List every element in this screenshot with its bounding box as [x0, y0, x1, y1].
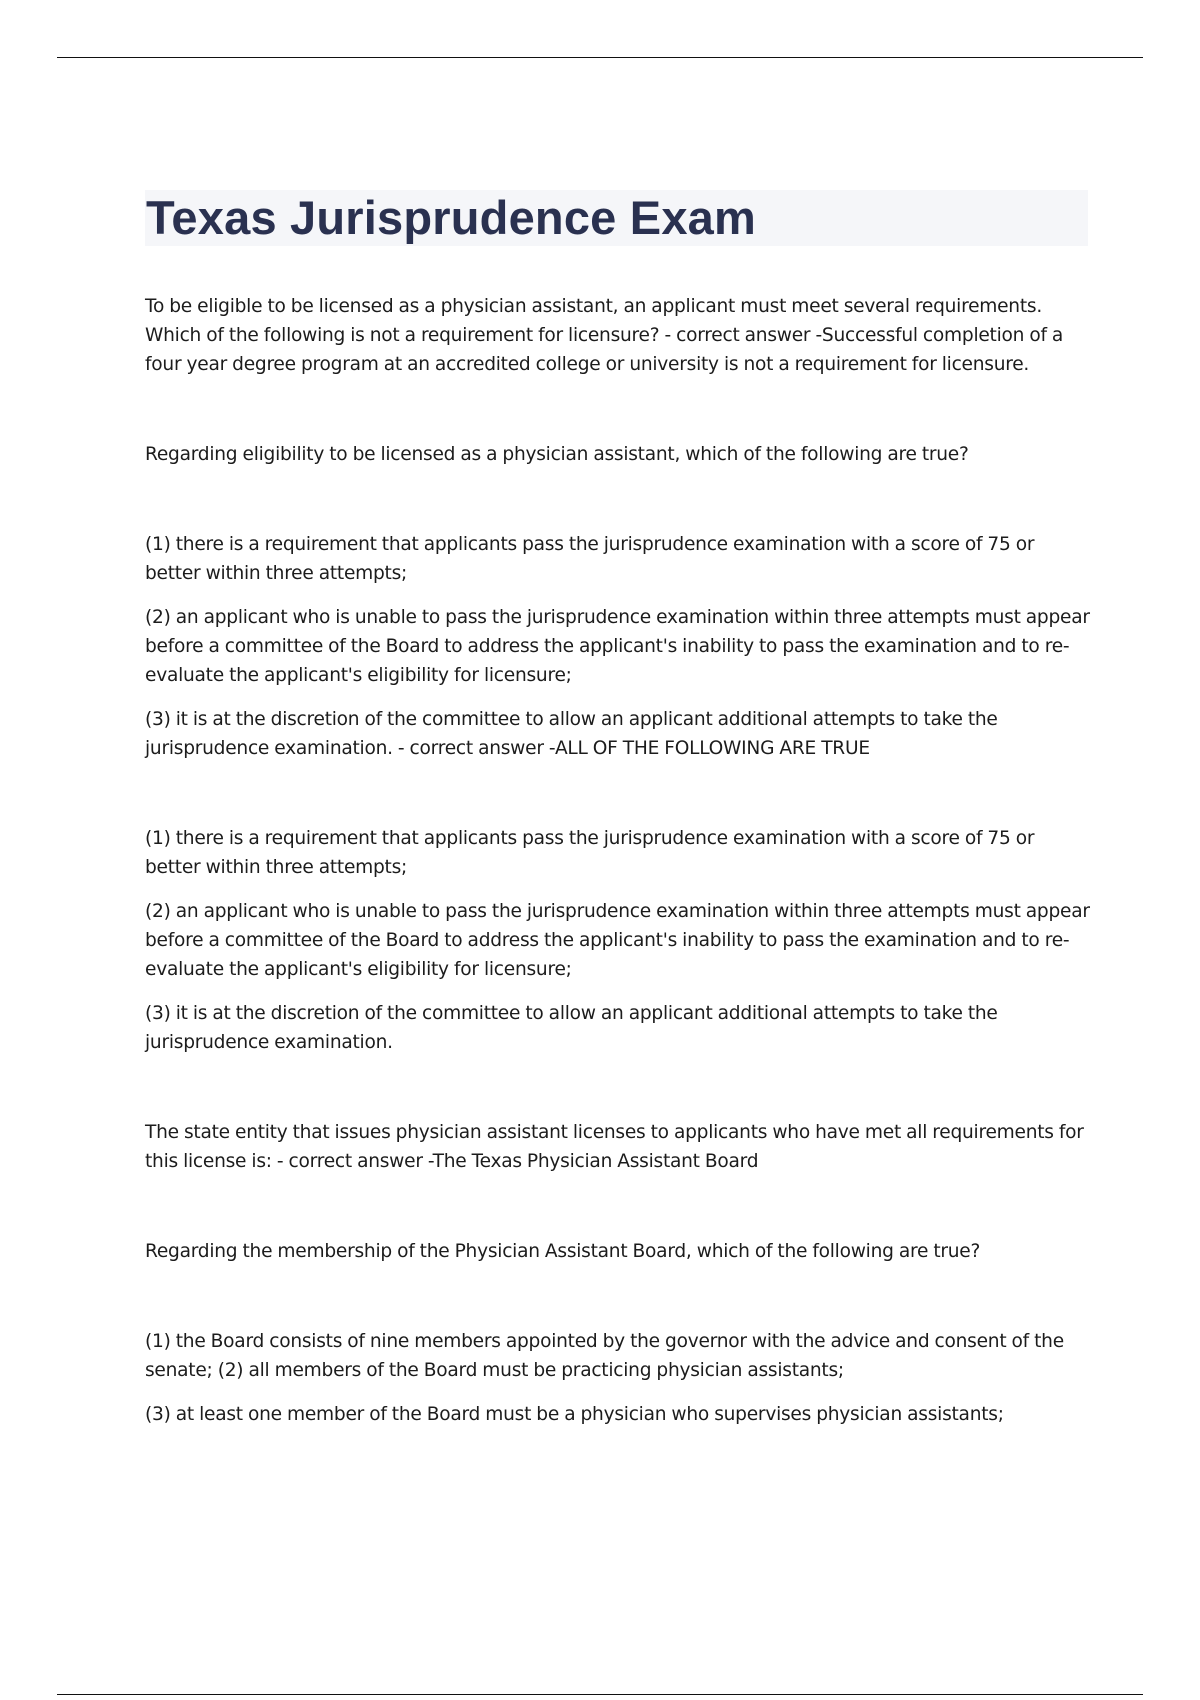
top-rule [57, 57, 1143, 58]
statement-paragraph: (1) the Board consists of nine members appointed by the governor with the advice and consent of the senate; (2) all members of the Board must be practicing physician assistants; [145, 1331, 1064, 1381]
statement-paragraph: (2) an applicant who is unable to pass the jurisprudence examination within three attempts must appear before a committee of the Board to address the applicant's inability to pass the examination and to re-evaluate the applicant's eligibility for licensure; [145, 901, 1090, 980]
document-title: Texas Jurisprudence Exam [146, 191, 756, 244]
statement-paragraph: (3) at least one member of the Board must be a physician who supervises physician assistants; [145, 1404, 1004, 1425]
question-paragraph: To be eligible to be licensed as a physician assistant, an applicant must meet several requirements. Which of the following is not a requirement for licensure? - correct answer -Successful completion of a four year degree program at an accredited college or university is not a requirement for licensure. [145, 296, 1064, 375]
document-body [145, 292, 1090, 1429]
question-paragraph: Regarding the membership of the Physician Assistant Board, which of the following are true? [145, 1241, 981, 1262]
question-paragraph: Regarding eligibility to be licensed as a physician assistant, which of the following are true? [145, 444, 969, 465]
statement-paragraph: (3) it is at the discretion of the committee to allow an applicant additional attempts to take the jurisprudence examination. - correct answer -ALL OF THE FOLLOWING ARE TRUE [145, 709, 998, 759]
bottom-rule [57, 1694, 1143, 1695]
statement-paragraph: (1) there is a requirement that applicants pass the jurisprudence examination with a score of 75 or better within three attempts; [145, 534, 1035, 584]
statement-paragraph: (1) there is a requirement that applicants pass the jurisprudence examination with a score of 75 or better within three attempts; [145, 828, 1035, 878]
statement-paragraph: (3) it is at the discretion of the committee to allow an applicant additional attempts to take the jurisprudence examination. [145, 1003, 998, 1053]
statement-paragraph: (2) an applicant who is unable to pass the jurisprudence examination within three attempts must appear before a committee of the Board to address the applicant's inability to pass the examination and to re-evaluate the applicant's eligibility for licensure; [145, 607, 1090, 686]
question-paragraph: The state entity that issues physician assistant licenses to applicants who have met all requirements for this license is: - correct answer -The Texas Physician Assistant Board [145, 1122, 1084, 1172]
